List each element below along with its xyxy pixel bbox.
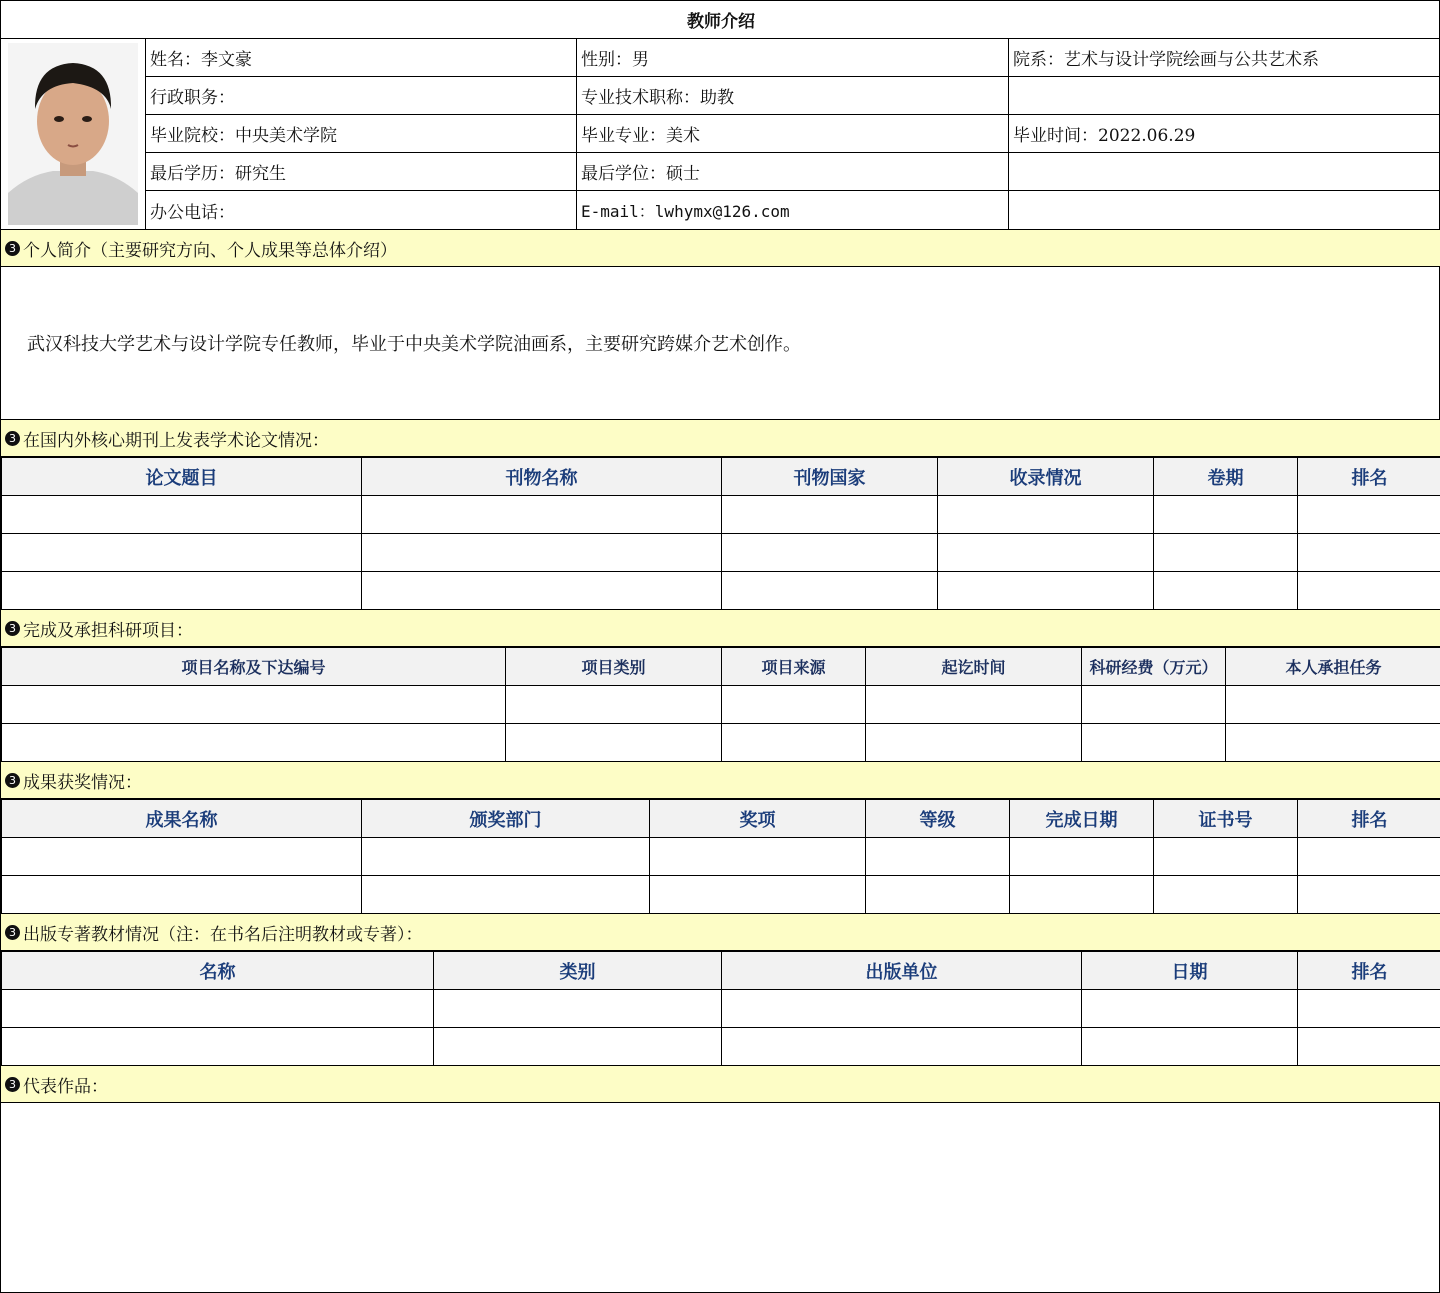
section-title: 在国内外核心期刊上发表学术论文情况： <box>23 430 329 451</box>
degree-field: 最后学位：硕士 <box>577 153 1009 191</box>
department-field: 院系：艺术与设计学院绘画与公共艺术系 <box>1009 39 1440 77</box>
column-header: 起讫时间 <box>866 648 1082 686</box>
table-row <box>2 686 1440 724</box>
table-cell[interactable] <box>2 724 506 762</box>
section-title: 完成及承担科研项目： <box>23 620 193 641</box>
table-cell[interactable] <box>506 686 722 724</box>
bullet-icon: 3 <box>5 773 20 788</box>
table-cell[interactable] <box>2 990 434 1028</box>
phone-field: 办公电话： <box>146 191 577 229</box>
table-cell[interactable] <box>1226 686 1440 724</box>
column-header: 项目名称及下达编号 <box>2 648 506 686</box>
column-header: 完成日期 <box>1010 800 1154 838</box>
column-header: 日期 <box>1082 952 1298 990</box>
section-books-header <box>1 913 1440 951</box>
table-cell[interactable] <box>866 876 1010 914</box>
column-header: 排名 <box>1298 458 1440 496</box>
table-row <box>2 876 1440 914</box>
table-cell[interactable] <box>1298 838 1440 876</box>
major-field: 毕业专业：美术 <box>577 115 1009 153</box>
table-cell[interactable] <box>1298 572 1440 610</box>
section-title: 出版专著教材情况（注：在书名后注明教材或专著）： <box>23 924 423 945</box>
bullet-icon: 3 <box>5 925 20 940</box>
table-cell[interactable] <box>362 534 722 572</box>
column-header: 刊物国家 <box>722 458 938 496</box>
section-title: 成果获奖情况： <box>23 772 142 793</box>
table-cell[interactable] <box>1082 724 1226 762</box>
column-header: 等级 <box>866 800 1010 838</box>
portrait-photo <box>8 43 138 225</box>
column-header: 项目来源 <box>722 648 866 686</box>
column-header: 刊物名称 <box>362 458 722 496</box>
books-table <box>1 951 1440 1066</box>
table-cell[interactable] <box>722 496 938 534</box>
table-cell[interactable] <box>1082 1028 1298 1066</box>
table-header-row <box>2 952 1440 990</box>
column-header: 收录情况 <box>938 458 1154 496</box>
table-cell[interactable] <box>2 686 506 724</box>
column-header: 名称 <box>2 952 434 990</box>
column-header: 证书号 <box>1154 800 1298 838</box>
table-cell[interactable] <box>1298 876 1440 914</box>
column-header: 类别 <box>434 952 722 990</box>
table-row <box>2 838 1440 876</box>
empty-cell <box>1009 191 1440 229</box>
table-row <box>2 534 1440 572</box>
table-cell[interactable] <box>722 534 938 572</box>
empty-cell <box>1009 153 1440 191</box>
table-cell[interactable] <box>1154 876 1298 914</box>
table-cell[interactable] <box>362 876 650 914</box>
table-cell[interactable] <box>1082 990 1298 1028</box>
column-header: 论文题目 <box>2 458 362 496</box>
bullet-icon: 3 <box>5 241 20 256</box>
projects-table <box>1 647 1440 762</box>
table-header-row <box>2 648 1440 686</box>
table-cell[interactable] <box>2 496 362 534</box>
table-cell[interactable] <box>1298 534 1440 572</box>
table-cell[interactable] <box>722 724 866 762</box>
intro-body <box>1 267 1440 419</box>
section-projects-header <box>1 609 1440 647</box>
email-field: E-mail：lwhymx@126.com <box>577 191 1009 229</box>
column-header: 本人承担任务 <box>1226 648 1440 686</box>
table-cell[interactable] <box>1298 990 1440 1028</box>
table-cell[interactable] <box>866 724 1082 762</box>
column-header: 排名 <box>1298 952 1440 990</box>
table-cell[interactable] <box>938 534 1154 572</box>
table-cell[interactable] <box>1298 496 1440 534</box>
bullet-icon: 3 <box>5 431 20 446</box>
table-cell[interactable] <box>2 838 362 876</box>
section-works-header <box>1 1065 1440 1103</box>
table-cell[interactable] <box>1298 1028 1440 1066</box>
table-cell[interactable] <box>434 1028 722 1066</box>
tech-title-field: 专业技术职称：助教 <box>577 77 1009 115</box>
table-cell[interactable] <box>2 572 362 610</box>
table-cell[interactable] <box>1082 686 1226 724</box>
table-cell[interactable] <box>362 838 650 876</box>
table-cell[interactable] <box>1010 876 1154 914</box>
table-header-row <box>2 800 1440 838</box>
table-cell[interactable] <box>866 686 1082 724</box>
table-cell[interactable] <box>866 838 1010 876</box>
column-header: 科研经费（万元） <box>1082 648 1226 686</box>
table-header-row <box>2 458 1440 496</box>
table-cell[interactable] <box>1154 572 1298 610</box>
table-row <box>2 724 1440 762</box>
column-header: 项目类别 <box>506 648 722 686</box>
awards-table <box>1 799 1440 914</box>
table-cell[interactable] <box>362 572 722 610</box>
intro-text: 武汉科技大学艺术与设计学院专任教师，毕业于中央美术学院油画系，主要研究跨媒介艺术创作。 <box>27 334 801 355</box>
education-field: 最后学历：研究生 <box>146 153 577 191</box>
section-papers-header <box>1 419 1440 457</box>
name-field: 姓名：李文豪 <box>146 39 577 77</box>
section-intro-header <box>1 229 1440 267</box>
table-cell[interactable] <box>1154 496 1298 534</box>
bullet-icon: 3 <box>5 621 20 636</box>
column-header: 卷期 <box>1154 458 1298 496</box>
table-cell[interactable] <box>434 990 722 1028</box>
table-cell[interactable] <box>722 686 866 724</box>
table-cell[interactable] <box>650 838 866 876</box>
section-title: 个人简介（主要研究方向、个人成果等总体介绍） <box>23 240 397 261</box>
table-cell[interactable] <box>506 724 722 762</box>
bullet-icon: 3 <box>5 1077 20 1092</box>
column-header: 奖项 <box>650 800 866 838</box>
table-row <box>2 990 1440 1028</box>
section-awards-header <box>1 761 1440 799</box>
table-row <box>2 1028 1440 1066</box>
grad-time-field: 毕业时间：2022.06.29 <box>1009 115 1440 153</box>
table-cell[interactable] <box>1154 838 1298 876</box>
admin-post-field: 行政职务： <box>146 77 577 115</box>
column-header: 成果名称 <box>2 800 362 838</box>
column-header: 出版单位 <box>722 952 1082 990</box>
table-row <box>2 572 1440 610</box>
empty-cell <box>1009 77 1440 115</box>
table-cell[interactable] <box>1154 534 1298 572</box>
table-cell[interactable] <box>650 876 866 914</box>
table-row <box>2 496 1440 534</box>
table-cell[interactable] <box>938 496 1154 534</box>
table-cell[interactable] <box>2 876 362 914</box>
section-title: 代表作品： <box>23 1076 108 1097</box>
column-header: 颁奖部门 <box>362 800 650 838</box>
avatar <box>1 39 146 229</box>
column-header: 排名 <box>1298 800 1440 838</box>
school-field: 毕业院校：中央美术学院 <box>146 115 577 153</box>
table-cell[interactable] <box>1010 838 1154 876</box>
papers-table <box>1 457 1440 610</box>
page-title: 教师介绍 <box>1 1 1440 39</box>
table-cell[interactable] <box>2 534 362 572</box>
table-cell[interactable] <box>722 1028 1082 1066</box>
table-cell[interactable] <box>362 496 722 534</box>
table-cell[interactable] <box>2 1028 434 1066</box>
table-cell[interactable] <box>722 572 938 610</box>
gender-field: 性别：男 <box>577 39 1009 77</box>
table-cell[interactable] <box>1226 724 1440 762</box>
profile-grid <box>1 39 1440 229</box>
works-area <box>1 1103 1439 1292</box>
table-cell[interactable] <box>722 990 1082 1028</box>
table-cell[interactable] <box>938 572 1154 610</box>
